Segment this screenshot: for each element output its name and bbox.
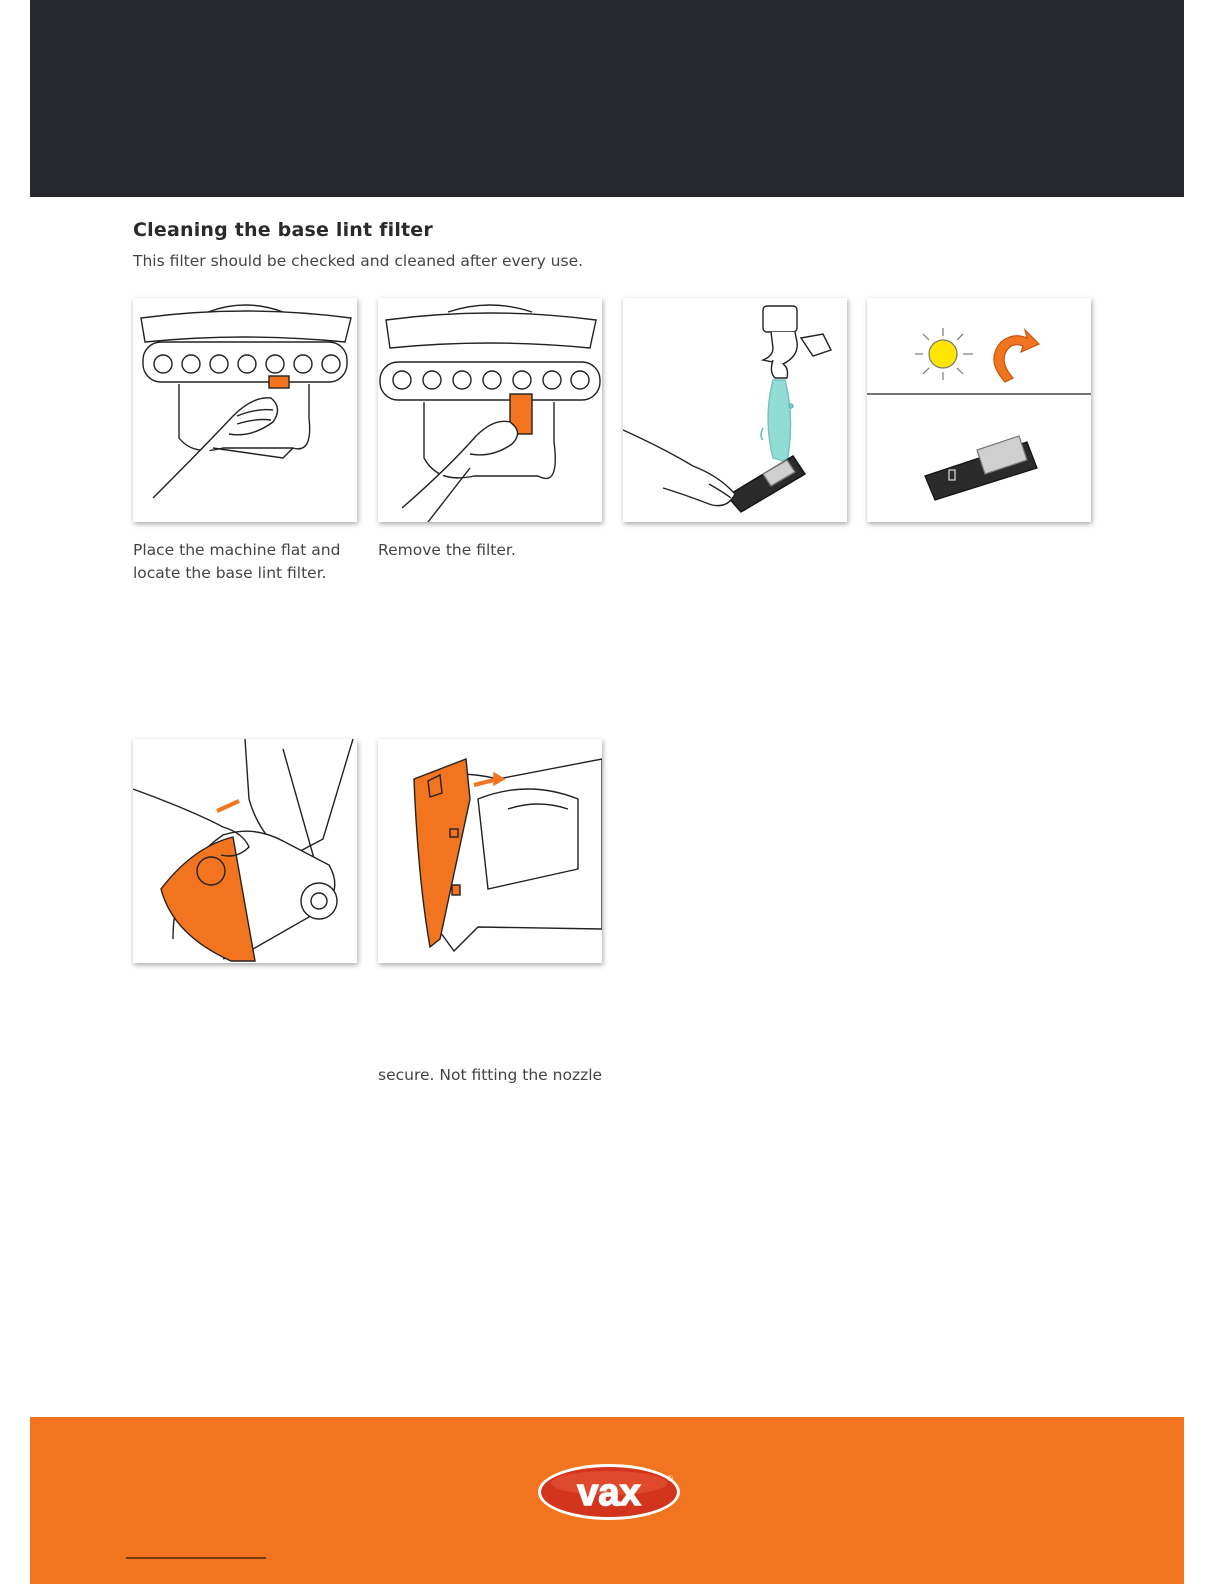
vax-logo bbox=[537, 1463, 681, 1521]
filter-icon bbox=[727, 456, 805, 512]
footer-rule bbox=[126, 1557, 266, 1559]
nozzle-step-1-illustration bbox=[133, 739, 357, 963]
step-4-illustration bbox=[867, 298, 1091, 522]
section-intro: This filter should be checked and cleaned after every use. bbox=[133, 252, 584, 270]
step-1-caption: Place the machine flat and locate the base lint filter. bbox=[133, 541, 341, 582]
step-2-illustration bbox=[378, 298, 602, 522]
tap-icon bbox=[763, 306, 831, 378]
refit-caption-fragment: secure. Not fitting the nozzle bbox=[378, 1066, 603, 1084]
header-band bbox=[30, 0, 1184, 197]
nozzle-step-2-illustration bbox=[378, 739, 602, 963]
step-1-illustration bbox=[133, 298, 357, 522]
svg-text:®: ® bbox=[667, 1474, 673, 1483]
step-2-caption: Remove the filter. bbox=[378, 541, 516, 559]
step-3-illustration bbox=[623, 298, 847, 522]
sun-icon bbox=[915, 328, 973, 380]
section-title: Cleaning the base lint filter bbox=[133, 219, 433, 241]
svg-text:vax: vax bbox=[577, 1472, 641, 1514]
rotate-arrow-icon bbox=[994, 330, 1039, 382]
